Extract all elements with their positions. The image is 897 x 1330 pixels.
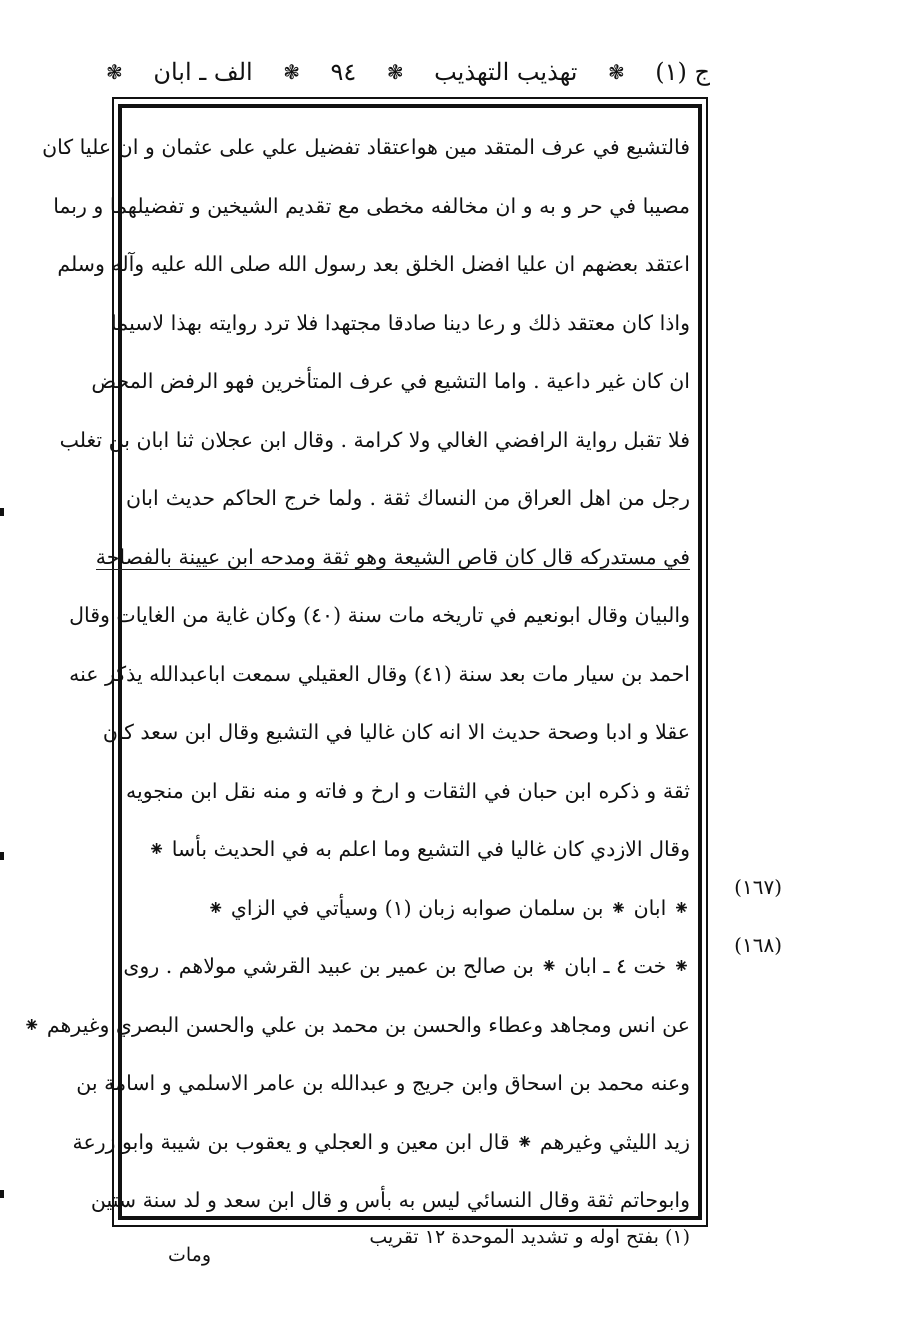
entry-number-168: (١٦٨) [734,933,782,957]
flower-ornament-icon: ❃ [283,60,301,84]
flower-ornament-icon: ❃ [106,60,123,84]
text-line: ثقة و ذكره ابن حبان في الثقات و ارخ و فاته و منه نقل ابن منجويه [126,778,690,803]
text-line: عن انس ومجاهد وعطاء والحسن بن محمد بن علي والحسن البصري وغيرهم ⁕ [23,1012,690,1037]
text-line: وعنه محمد بن اسحاق وابن جريج و عبدالله بن عامر الاسلمي و اسامة بن [76,1071,690,1095]
flower-ornament-icon: ❃ [607,60,625,84]
footnote: (١) بفتح اوله و تشديد الموحدة ١٢ تقريب [369,1226,690,1248]
text-line: فلا تقبل رواية الرافضي الغالي ولا كرامة . وقال ابن عجلان ثنا ابان بن تغلب [59,427,690,452]
book-title: تهذيب التهذيب [434,58,578,86]
text-line: فالتشيع في عرف المتقد مين هواعتقاد تفضيل علي على عثمان و ان عليا كان [42,135,690,159]
entry-167-text: ⁕ ابان ⁕ بن سلمان صوابه زبان (١) وسيأتي في الزاي ⁕ [207,895,690,920]
text-line: اعتقد بعضهم ان عليا افضل الخلق بعد رسول الله صلى الله عليه وآله وسلم [57,252,690,276]
volume-label: ج (١) [655,58,710,86]
text-line: وابوحاتم ثقة وقال النسائي ليس به بأس و قال ابن سعد و لد سنة ستين [90,1188,690,1212]
catchword: ومات [168,1244,212,1266]
text-line: وقال الازدي كان غاليا في التشيع وما اعلم به في الحديث بأسا ⁕ [148,837,690,861]
text-line: زيد الليثي وغيرهم ⁕ قال ابن معين و العجلي و يعقوب بن شيبة وابو زرعة [72,1129,690,1154]
section-label: الف ـ ابان [153,58,253,86]
text-line-underlined [95,528,690,587]
text-line: واذا كان معتقد ذلك و رعا دينا صادقا مجتهدا فلا ترد روايته بهذا لاسيما [110,310,690,335]
text-line: ان كان غير داعية . واما التشيع في عرف المتأخرين فهو الرفض المحض [91,369,690,393]
entry-number-167: (١٦٧) [734,875,782,899]
page-number: ٩٤ [330,58,357,86]
underlined-text: في مستدركه قال كان قاص الشيعة وهو ثقة ومدحه ابن عيينة بالفصاحة [95,544,690,569]
text-line: والبيان وقال ابونعيم في تاريخه مات سنة (٤٠) وكان غاية من الغايات وقال [69,603,690,627]
text-line: مصيبا في حر و به و ان مخالفه مخطى مع تقديم الشيخين و تفضيلهما و ربما [53,193,690,218]
text-line: احمد بن سيار مات بعد سنة (٤١) وقال العقيلي سمعت اباعبدالله يذكر عنه [69,661,690,686]
scan-edge-mark [0,852,4,860]
text-line: رجل من اهل العراق من النساك ثقة . ولما خرج الحاكم حديث ابان [126,486,690,510]
flower-ornament-icon: ❃ [386,60,404,84]
scan-edge-mark [0,1190,4,1198]
scan-edge-mark [0,508,4,516]
text-line: عقلا و ادبا وصحة حديث الا انه كان غاليا في التشيع وقال ابن سعد كان [102,720,690,744]
main-text-block [23,118,690,1230]
entry-168-heading: ⁕ خت ٤ ـ ابان ⁕ بن صالح بن عمير بن عبيد القرشي مولاهم . روى [123,954,690,978]
running-header [100,52,710,92]
